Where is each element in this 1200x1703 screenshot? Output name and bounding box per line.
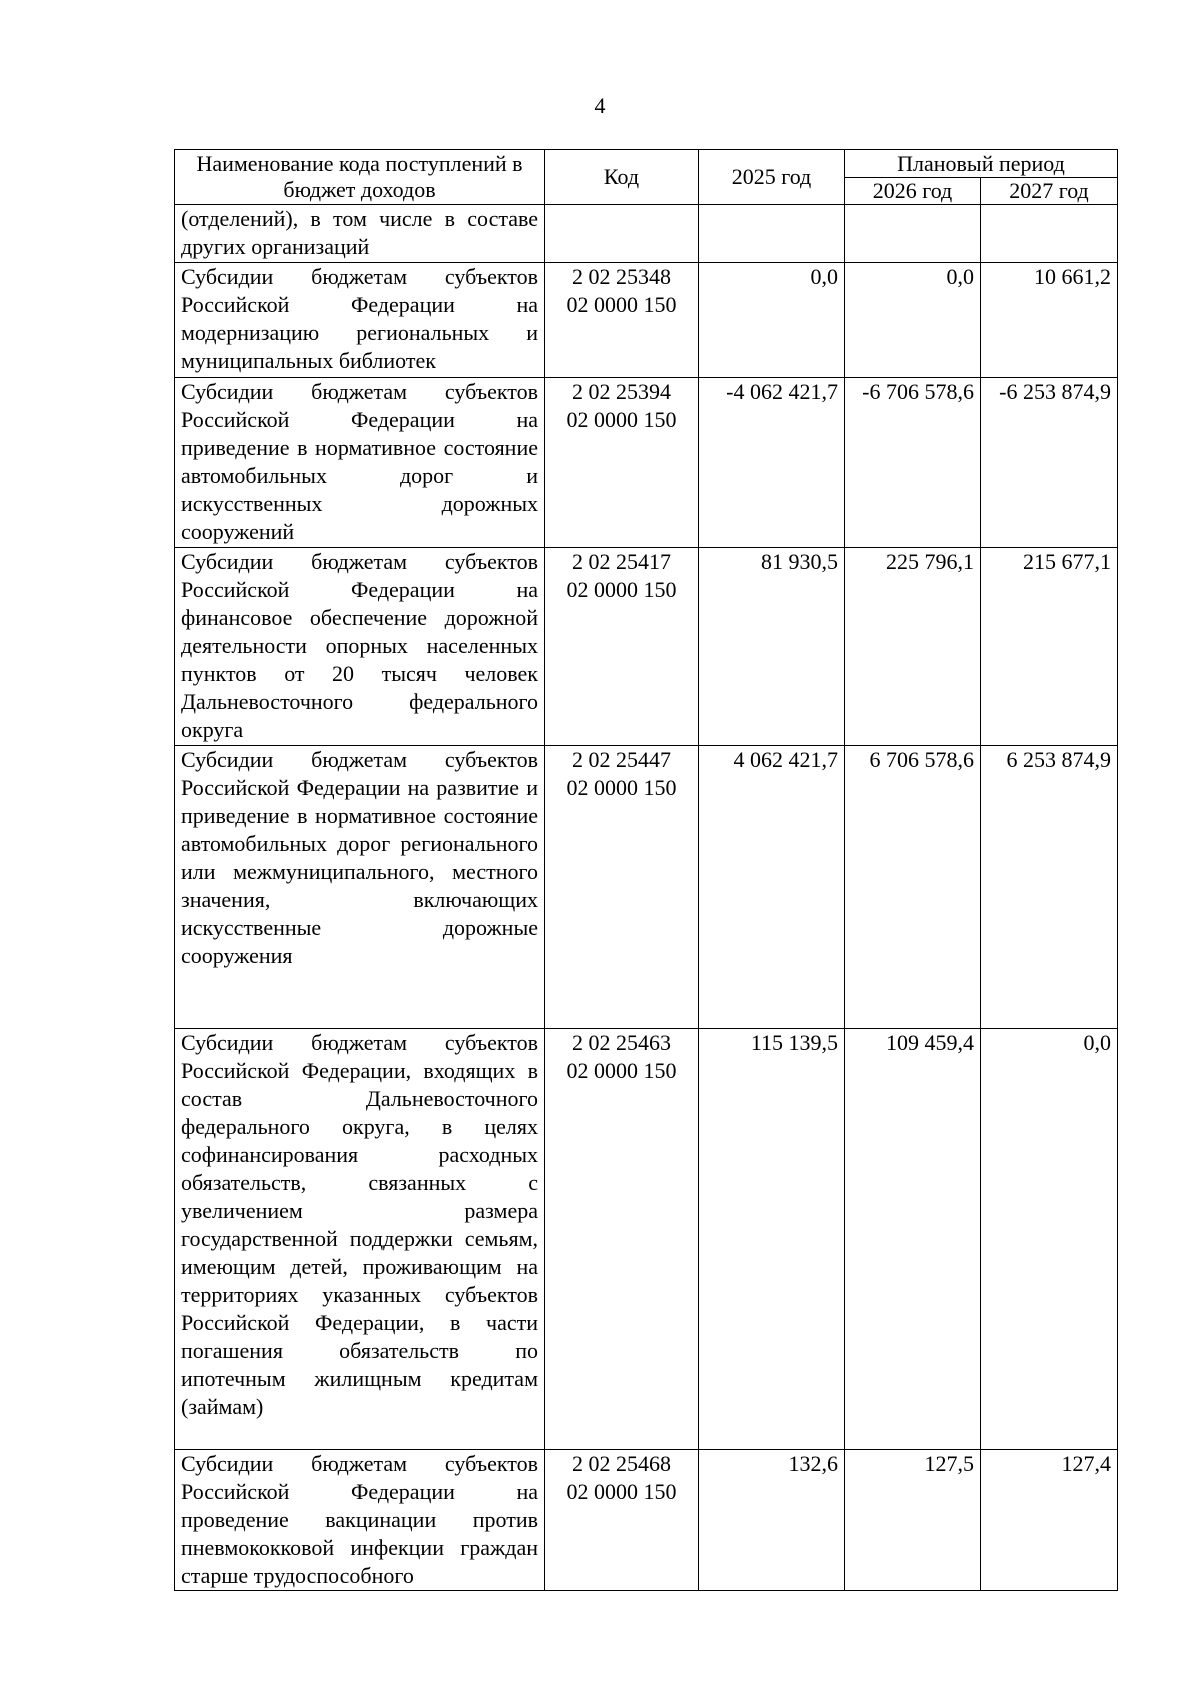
header-year-2026: 2026 год [845, 178, 981, 205]
header-year-2025: 2025 год [699, 150, 845, 205]
table-row [175, 378, 1118, 548]
row-code-part1: 2 02 25348 [572, 264, 671, 289]
row-code-part1: 2 02 25468 [572, 1451, 671, 1476]
budget-revenue-table [174, 149, 1118, 1591]
row-value-2026: -6 706 578,6 [845, 378, 981, 548]
row-value-2026: 0,0 [845, 263, 981, 378]
header-planned-period: Плановый период [845, 150, 1118, 178]
row-code-part2: 02 0000 150 [566, 292, 677, 317]
row-name: Субсидии бюджетам субъектов Российской Федерации на модернизацию региональных и муниципальных библиотек [175, 263, 545, 378]
row-code-part2: 02 0000 150 [566, 775, 677, 800]
row-value-2025: 115 139,5 [699, 1029, 845, 1450]
row-code-part1: 2 02 25463 [572, 1030, 671, 1055]
row-code-part2: 02 0000 150 [566, 407, 677, 432]
row-name: Субсидии бюджетам субъектов Российской Федерации на проведение вакцинации против пневмококковой инфекции граждан старше трудоспособного [175, 1450, 545, 1591]
header-name: Наименование кода поступлений в бюджет доходов [175, 150, 545, 205]
row-value-2025 [699, 205, 845, 263]
row-name: Субсидии бюджетам субъектов Российской Федерации на финансовое обеспечение дорожной деятельности опорных населенных пунктов от 20 тысяч человек Дальневосточного федерального округа [175, 548, 545, 746]
header-code: Код [545, 150, 699, 205]
row-value-2026: 225 796,1 [845, 548, 981, 746]
table-row [175, 205, 1118, 263]
table-row [175, 548, 1118, 746]
row-value-2027: 215 677,1 [981, 548, 1118, 746]
row-code [545, 548, 699, 746]
row-value-2025: 0,0 [699, 263, 845, 378]
row-code-part1: 2 02 25417 [572, 549, 671, 574]
row-value-2027: 0,0 [981, 1029, 1118, 1450]
row-value-2027: 127,4 [981, 1450, 1118, 1591]
row-value-2025: 4 062 421,7 [699, 746, 845, 1029]
table-row [175, 1450, 1118, 1591]
row-name: Субсидии бюджетам субъектов Российской Федерации на приведение в нормативное состояние автомобильных дорог и искусственных дорожных сооружений [175, 378, 545, 548]
row-code [545, 746, 699, 1029]
row-value-2025: 132,6 [699, 1450, 845, 1591]
row-code-part2: 02 0000 150 [566, 1058, 677, 1083]
table-row [175, 263, 1118, 378]
table-row [175, 746, 1118, 1029]
row-code [545, 1450, 699, 1591]
row-value-2027: -6 253 874,9 [981, 378, 1118, 548]
row-value-2026 [845, 205, 981, 263]
row-name: (отделений), в том числе в составе других организаций [175, 205, 545, 263]
row-code-part2: 02 0000 150 [566, 577, 677, 602]
row-value-2026: 127,5 [845, 1450, 981, 1591]
row-value-2026: 109 459,4 [845, 1029, 981, 1450]
table-row [175, 1029, 1118, 1450]
row-name: Субсидии бюджетам субъектов Российской Федерации, входящих в состав Дальневосточного федерального округа, в целях софинансирования расходных обязательств, связанных с увеличением размера государственной поддержки семьям, имеющим детей, проживающим на территориях указанных субъектов Российской Федерации, в части погашения обязательств по ипотечным жилищным кредитам (займам) [175, 1029, 545, 1450]
row-code-part2: 02 0000 150 [566, 1479, 677, 1504]
table-header [175, 150, 1118, 205]
row-code [545, 205, 699, 263]
row-value-2025: 81 930,5 [699, 548, 845, 746]
row-value-2027: 10 661,2 [981, 263, 1118, 378]
row-code [545, 378, 699, 548]
row-code-part1: 2 02 25447 [572, 747, 671, 772]
page-number: 4 [594, 93, 606, 118]
row-name: Субсидии бюджетам субъектов Российской Федерации на развитие и приведение в нормативное состояние автомобильных дорог регионального или межмуниципального, местного значения, включающих искусственные дорожные сооружения [175, 746, 545, 1029]
header-year-2027: 2027 год [981, 178, 1118, 205]
row-code [545, 1029, 699, 1450]
row-code [545, 263, 699, 378]
row-value-2027: 6 253 874,9 [981, 746, 1118, 1029]
row-value-2025: -4 062 421,7 [699, 378, 845, 548]
row-code-part1: 2 02 25394 [572, 379, 671, 404]
row-value-2026: 6 706 578,6 [845, 746, 981, 1029]
row-value-2027 [981, 205, 1118, 263]
